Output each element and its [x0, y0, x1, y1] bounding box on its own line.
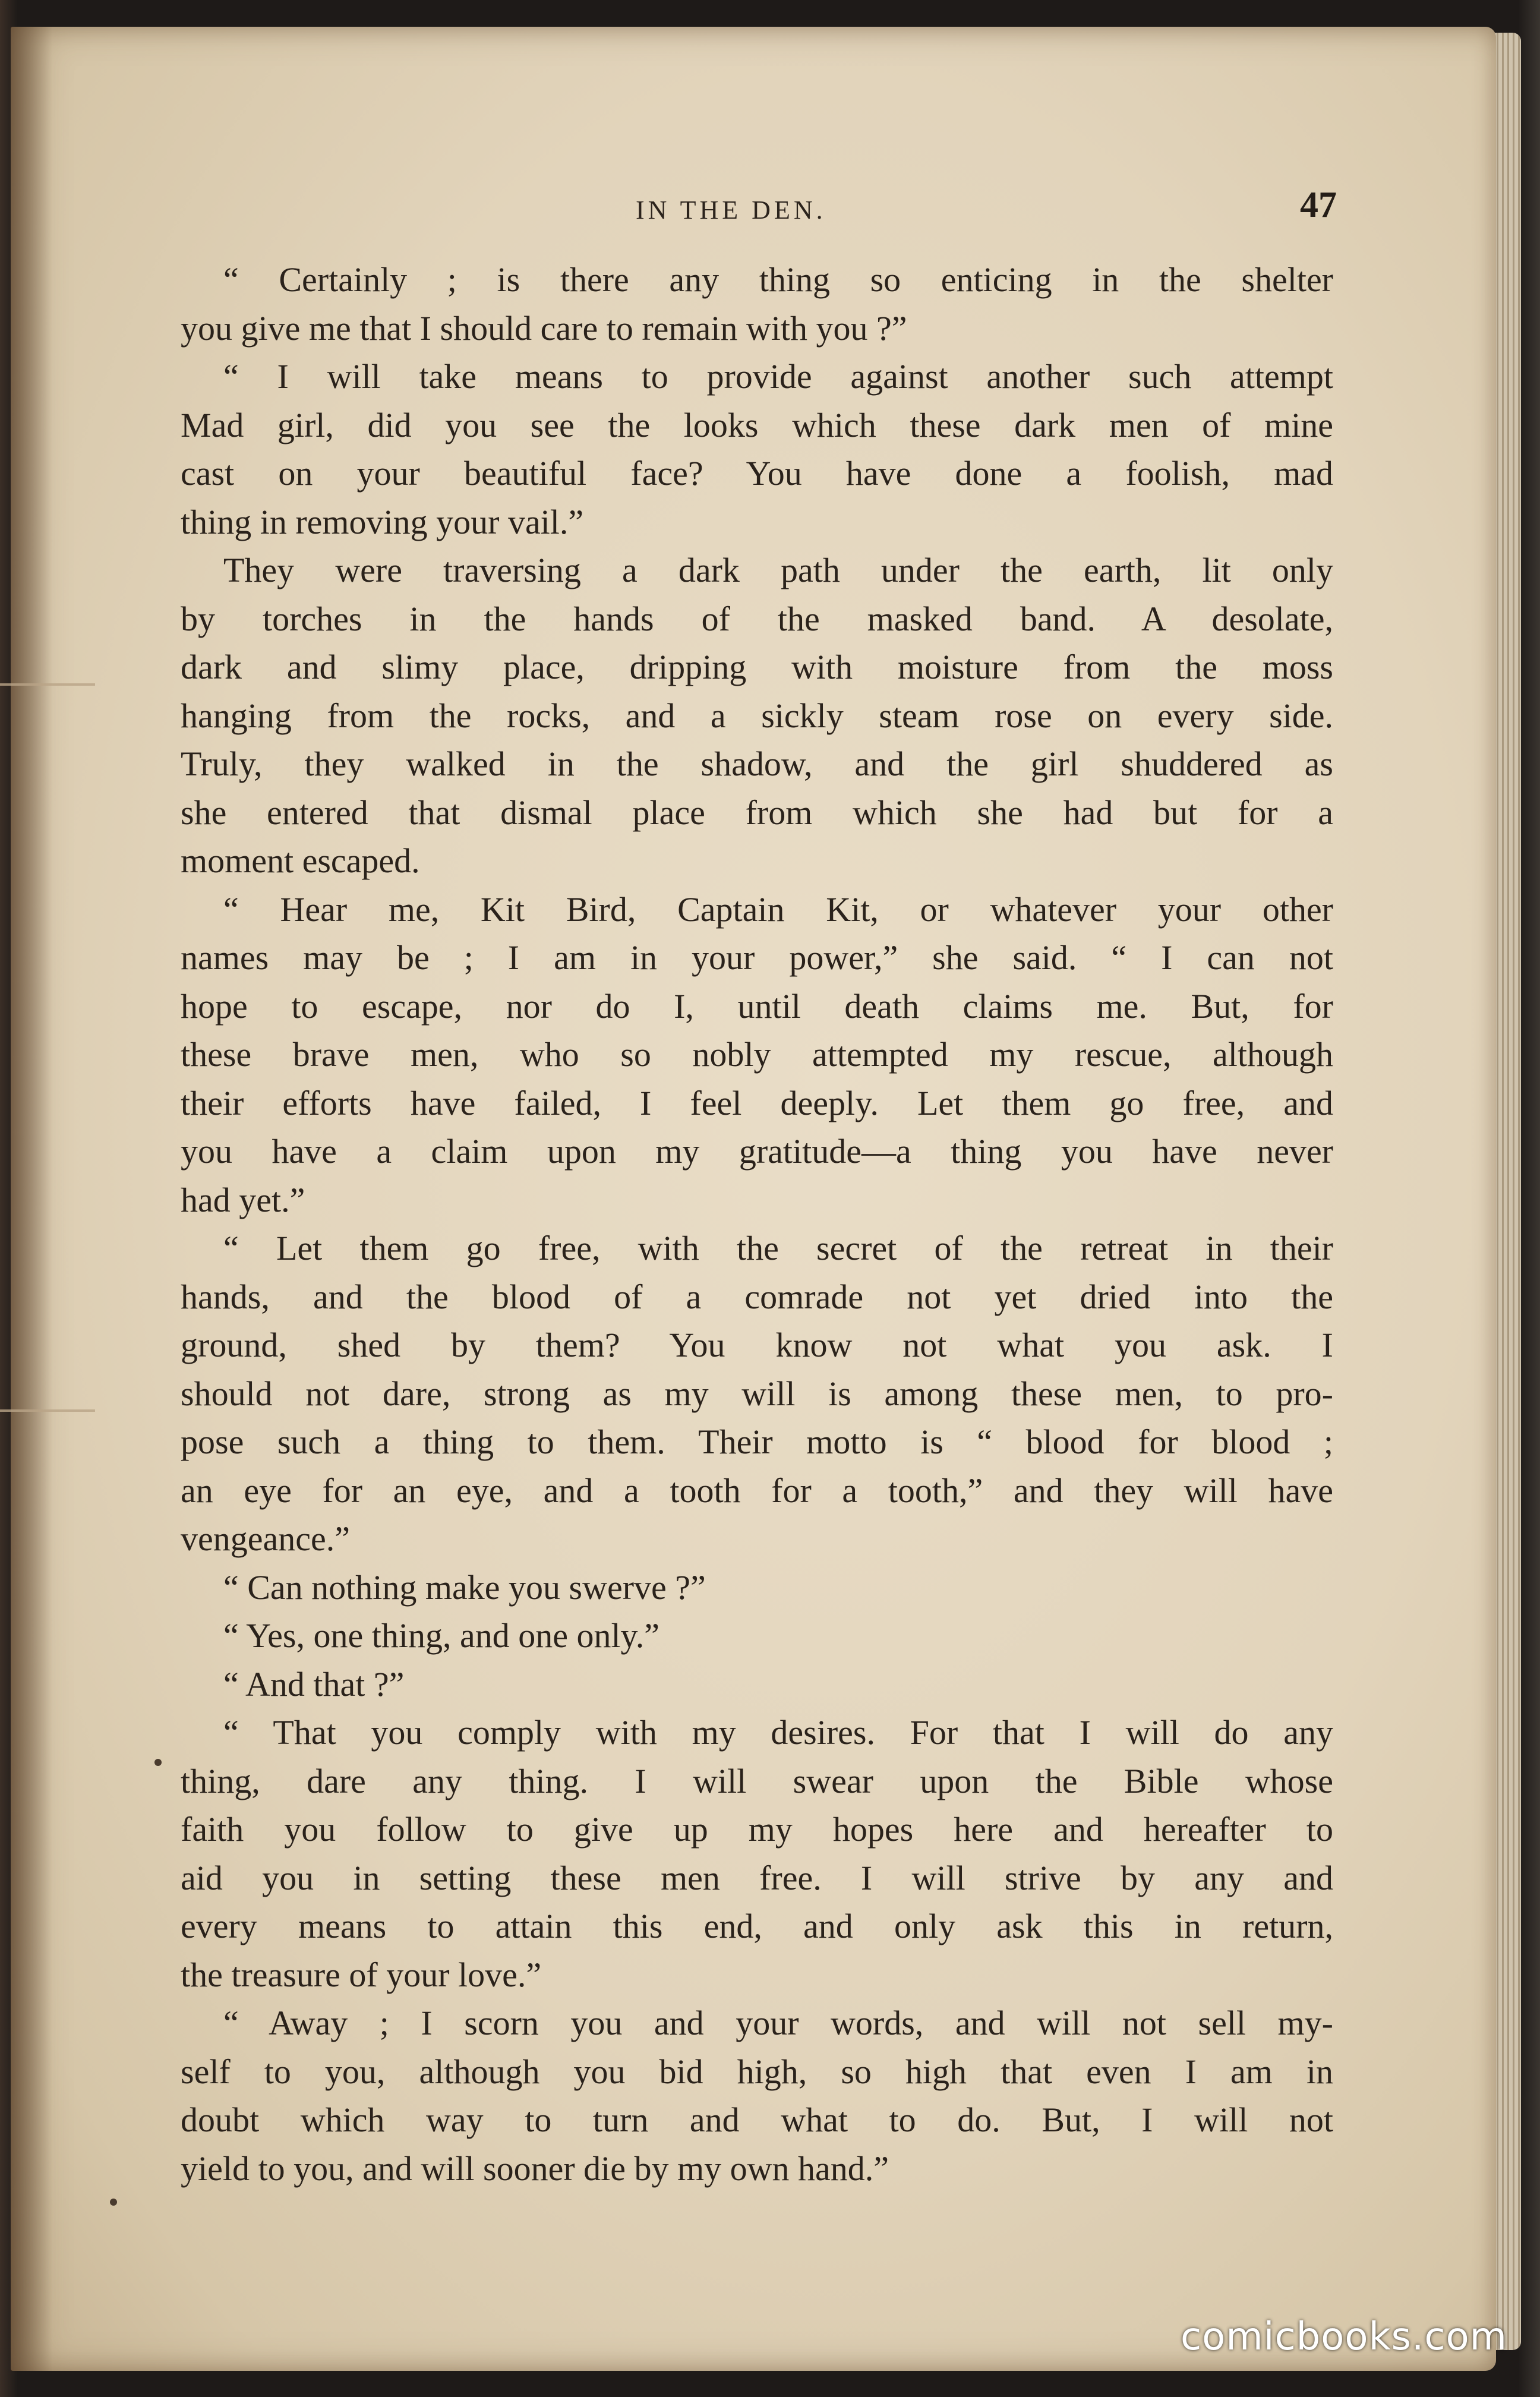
text-line: you have a claim upon my gratitude—a thing you have never — [181, 1132, 1333, 1171]
watermark-logo: comicbooks.com — [1180, 2315, 1507, 2359]
text-line: names may be ; I am in your power,” she said. “ I can not — [181, 938, 1333, 977]
text-line: cast on your beautiful face? You have done a foolish, mad — [181, 454, 1333, 493]
text-line: their efforts have failed, I feel deeply. Let them go free, and — [181, 1083, 1333, 1122]
text-line: thing in removing your vail.” — [181, 502, 584, 541]
text-line: hope to escape, nor do I, until death claims me. But, for — [181, 986, 1333, 1026]
text-line: They were traversing a dark path under the earth, lit only — [223, 551, 1333, 589]
text-line: Truly, they walked in the shadow, and the girl shuddered as — [181, 745, 1333, 783]
text-line: doubt which way to turn and what to do. But, I will not — [181, 2100, 1333, 2139]
text-line: thing, dare any thing. I will swear upon the Bible whose — [181, 1761, 1333, 1800]
text-line: “ Away ; I scorn you and your words, and will not sell my- — [223, 2004, 1333, 2042]
text-line: “ And that ?” — [223, 1664, 405, 1704]
binding-gutter — [11, 27, 52, 2371]
text-line: had yet.” — [181, 1180, 305, 1219]
binding-thread — [0, 683, 95, 686]
text-line: “ That you comply with my desires. For that I will do any — [223, 1713, 1333, 1752]
page-number: 47 — [1300, 185, 1337, 225]
text-line: these brave men, who so nobly attempted my rescue, although — [181, 1035, 1333, 1074]
text-line: “ Certainly ; is there any thing so enticing in the shelter — [223, 260, 1333, 299]
running-head: IN THE DEN. — [636, 195, 826, 225]
text-line: yield to you, and will sooner die by my own hand.” — [181, 2149, 889, 2188]
page-header — [178, 184, 1337, 232]
text-line: should not dare, strong as my will is among these men, to pro- — [181, 1374, 1333, 1413]
text-line: aid you in setting these men free. I will strive by any and — [181, 1858, 1333, 1897]
text-line: dark and slimy place, dripping with moisture from the moss — [181, 648, 1333, 686]
text-line: “ Hear me, Kit Bird, Captain Kit, or whatever your other — [223, 890, 1333, 929]
text-line: every means to attain this end, and only ask this in return, — [181, 1907, 1333, 1945]
text-line: you give me that I should care to remain with you ?” — [181, 308, 907, 348]
ink-speck — [110, 2199, 117, 2206]
text-line: “ Yes, one thing, and one only.” — [223, 1616, 660, 1655]
text-line: self to you, although you bid high, so high that even I am in — [181, 2052, 1333, 2091]
text-line: the treasure of your love.” — [181, 1955, 542, 1994]
ink-speck — [154, 1759, 162, 1766]
text-line: “ I will take means to provide against another such attempt — [223, 357, 1333, 396]
binding-thread — [0, 1409, 95, 1412]
text-line: “ Can nothing make you swerve ?” — [223, 1567, 706, 1607]
text-line: Mad girl, did you see the looks which these dark men of mine — [181, 405, 1333, 444]
text-line: by torches in the hands of the masked band. A desolate, — [181, 599, 1333, 638]
text-line: she entered that dismal place from which she had but for a — [181, 793, 1333, 832]
text-line: faith you follow to give up my hopes here and hereafter to — [181, 1810, 1333, 1849]
body-text — [181, 256, 1333, 2193]
text-line: pose such a thing to them. Their motto is “ blood for blood ; — [181, 1423, 1333, 1461]
text-line: vengeance.” — [181, 1519, 350, 1558]
text-line: moment escaped. — [181, 841, 420, 880]
text-line: hands, and the blood of a comrade not yet dried into the — [181, 1277, 1333, 1316]
text-line: an eye for an eye, and a tooth for a tooth,” and they will have — [181, 1471, 1333, 1510]
text-line: “ Let them go free, with the secret of the retreat in their — [223, 1229, 1333, 1267]
text-line: hanging from the rocks, and a sickly steam rose on every side. — [181, 696, 1333, 735]
text-line: ground, shed by them? You know not what you ask. I — [181, 1326, 1333, 1364]
